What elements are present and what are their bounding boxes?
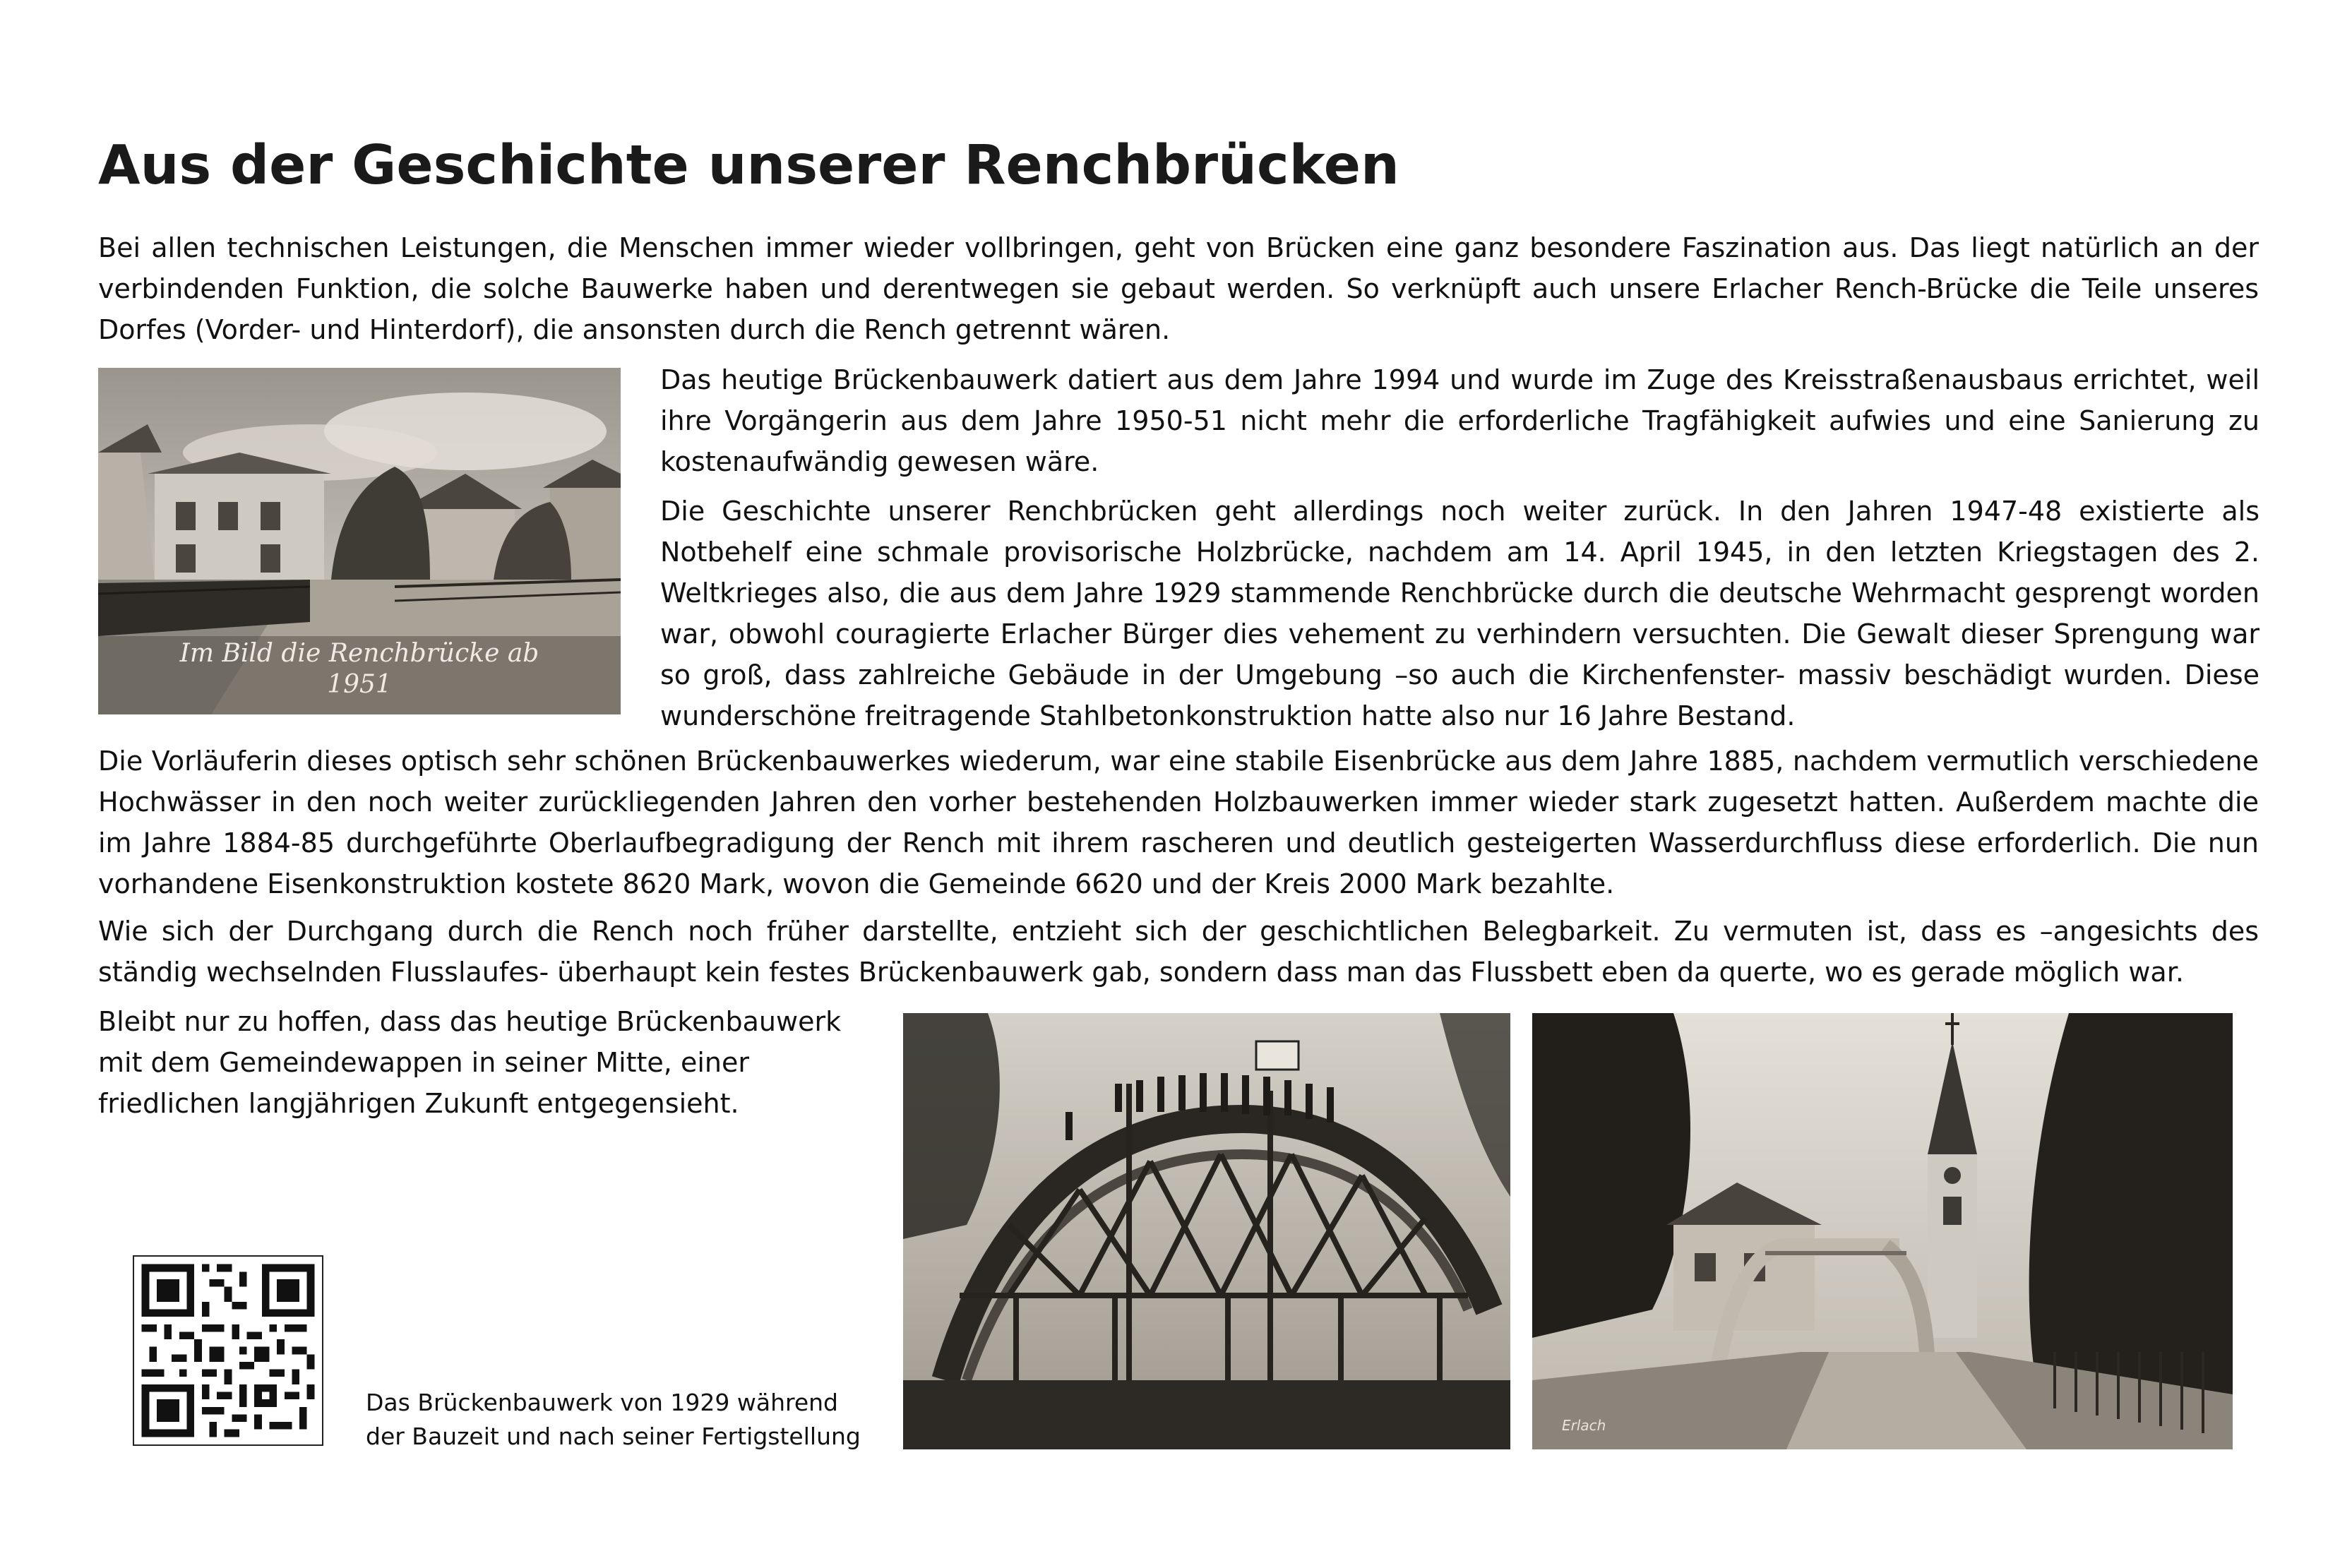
photo-caption-line1: Im Bild die Renchbrücke ab: [179, 639, 539, 668]
photo-caption: [98, 638, 621, 700]
caption-line2: der Bauzeit und nach seiner Fertigstellung: [366, 1423, 861, 1450]
caption-line1: Das Brückenbauwerk von 1929 während: [366, 1389, 839, 1416]
photo-caption-line2: 1951: [327, 670, 392, 699]
paragraph-closing: Bleibt nur zu hoffen, dass das heutige Brückenbauwerk mit dem Gemeindewappen in seiner Mitte, einer friedlichen langjährigen Zukunft entgegensieht.: [98, 1006, 842, 1119]
photo-bridge-construction: [903, 1013, 1510, 1449]
photo-caption-bottom: [366, 1386, 874, 1454]
paragraph-iron-bridge: Die Vorläuferin dieses optisch sehr schönen Brückenbauwerkes wiederum, war eine stabile Eisenbrücke aus dem Jahre 1885, nachdem vermutlich verschiedene Hochwässer in den noch weiter zurückliegenden Jahren den vorher bestehenden Holzbauwerken immer wieder stark zugesetzt hatten. Außerdem machte die im Jahre 1884-85 durchgeführte Oberlaufbegradigung der Rench mit ihrem rascheren und deutlich gesteigerten Wasserdurchfluss diese erforderlich. Die nun vorhandene Eisenkonstruktion kostete 8620 Mark, wovon die Gemeinde 6620 und der Kreis 2000 Mark bezahlte.: [98, 746, 2259, 899]
paragraph-earlier-crossing: Wie sich der Durchgang durch die Rench noch früher darstellte, entzieht sich der geschichtlichen Belegbarkeit. Zu vermuten ist, dass es –angesichts des ständig wechselnden Flusslaufes- überhaupt kein festes Brückenbauwerk gab, sondern dass man das Flussbett eben da querte, wo es gerade möglich war.: [98, 916, 2259, 988]
qr-code-image: [134, 1257, 322, 1444]
qr-code[interactable]: [133, 1255, 323, 1446]
photo-bridge-1951: [98, 368, 621, 714]
photo-label-erlach: Erlach: [1562, 1417, 1606, 1434]
photo-bridge-finished-image: [1532, 1013, 2233, 1449]
intro-paragraph: Bei allen technischen Leistungen, die Menschen immer wieder vollbringen, geht von Brücken eine ganz besondere Faszination aus. Das liegt natürlich an der verbindenden Funktion, die solche Bauwerke haben und derentwegen sie gebaut werden. So verknüpft auch unsere Erlacher Rench-Brücke die Teile unseres Dorfes (Vorder- und Hinterdorf), die ansonsten durch die Rench getrennt wären.: [98, 232, 2259, 345]
paragraph-today-bridge: Das heutige Brückenbauwerk datiert aus dem Jahre 1994 und wurde im Zuge des Kreisstraßenausbaus errichtet, weil ihre Vorgängerin aus dem Jahre 1950-51 nicht mehr die erforderliche Tragfähigkeit aufwies und eine Sanierung zu kostenaufwändig gewesen wäre.: [660, 364, 2260, 477]
paragraph-history: Die Geschichte unserer Renchbrücken geht allerdings noch weiter zurück. In den Jahren 1947-48 existierte als Notbehelf eine schmale provisorische Holzbrücke, nachdem am 14. April 1945, in den letzten Kriegstagen des 2. Weltkrieges also, die aus dem Jahre 1929 stammende Renchbrücke durch die deutsche Wehrmacht gesprengt worden war, obwohl couragierte Erlacher Bürger dies vehement zu verhindern versuchten. Die Gewalt dieser Sprengung war so groß, dass zahlreiche Gebäude in der Umgebung –so auch die Kirchenfenster- massiv beschädigt wurden. Diese wunderschöne freitragende Stahlbetonkonstruktion hatte also nur 16 Jahre Bestand.: [660, 496, 2260, 731]
photo-bridge-finished: [1532, 1013, 2233, 1449]
photo-bridge-construction-image: [903, 1013, 1510, 1449]
page-title: Aus der Geschichte unserer Renchbrücken: [98, 134, 1399, 197]
